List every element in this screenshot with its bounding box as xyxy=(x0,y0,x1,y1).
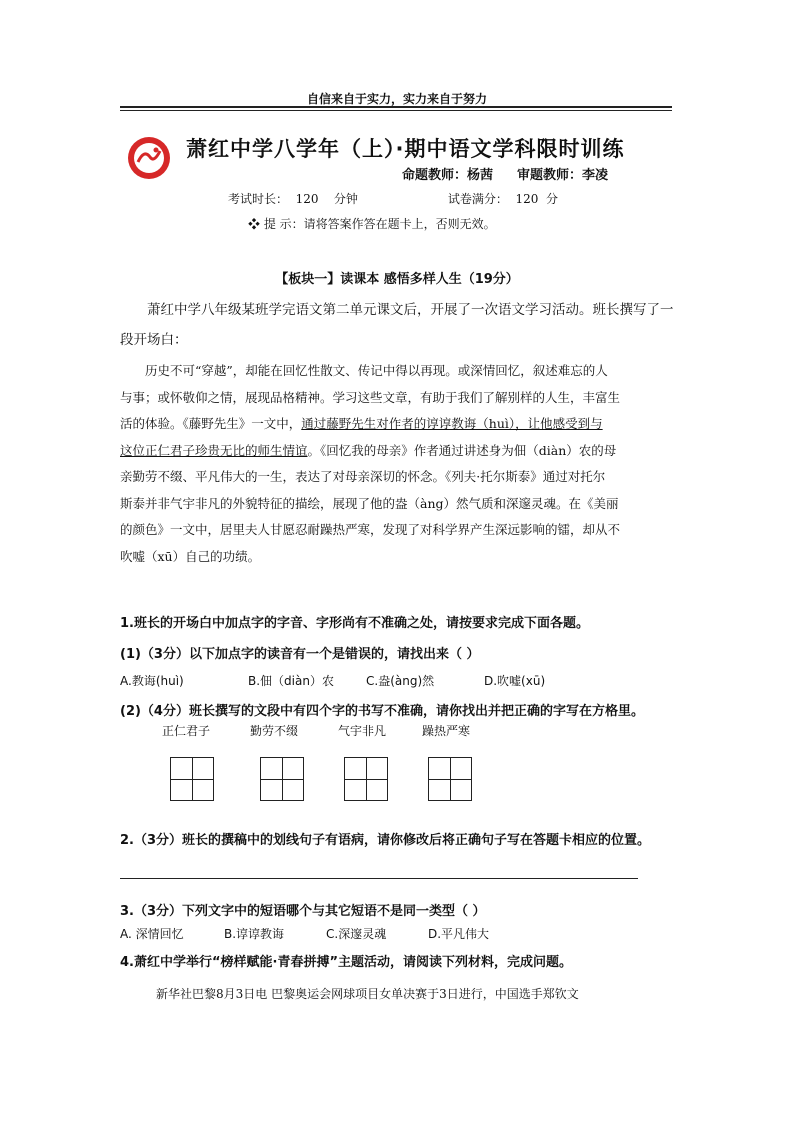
option-c: C.深邃灵魂 xyxy=(326,927,387,941)
answer-grid-box[interactable] xyxy=(428,757,472,801)
header-rule-thin xyxy=(120,110,672,111)
setter-teacher: 命题教师：杨茜 xyxy=(402,168,494,183)
score-label: 试卷满分： xyxy=(447,192,508,206)
teacher-info xyxy=(402,164,632,183)
passage-line xyxy=(120,411,620,438)
answer-grid-box[interactable] xyxy=(170,757,214,801)
option-c: C.盎(àng)然 xyxy=(366,674,435,688)
correction-word: 气宇非凡 xyxy=(338,724,387,738)
passage-line: 吹嘘（xū）自己的功绩。 xyxy=(120,548,261,564)
answer-hint: ❖ 提 示：请将答案作答在题卡上，否则无效。 xyxy=(248,217,496,231)
passage-line: 与事；或怀敬仰之情，展现品格精神。学习这些文章，有助于我们了解别样的人生，丰富生 xyxy=(120,389,621,405)
correction-word: 勤劳不缀 xyxy=(250,724,299,738)
passage-line: 亲勤劳不缀、平凡伟大的一生，表达了对母亲深切的怀念。《列夫·托尔斯泰》通过对托尔 xyxy=(120,469,606,484)
option-b: B.佃（diàn）农 xyxy=(248,674,334,688)
question-4-stem: 4.萧红中学举行“榜样赋能·青春拼搏”主题活动，请阅读下列材料，完成问题。 xyxy=(120,955,573,970)
question-3-options xyxy=(120,925,489,942)
intro-paragraph: 萧红中学八年级某班学完语文第二单元课文后，开展了一次语文学习活动。班长撰写了一段开场白： xyxy=(120,302,674,348)
answer-grid-box[interactable] xyxy=(344,757,388,801)
answer-line[interactable] xyxy=(120,878,638,879)
underlined-sentence-end: 这位正仁君子珍贵无比的师生情谊 xyxy=(120,442,308,458)
option-a: A. 深情回忆 xyxy=(120,927,184,941)
header-rule xyxy=(120,106,672,108)
question-1-stem: 1.班长的开场白中加点字的字音、字形尚有不准确之处，请按要求完成下面各题。 xyxy=(120,616,589,631)
correction-word: 躁热严寒 xyxy=(422,724,471,738)
underlined-sentence: 通过藤野先生对作者的谆谆教诲（huì），让他感受到与 xyxy=(301,416,603,431)
score-value: 120 xyxy=(515,192,539,206)
passage-text: 活的体验。《藤野先生》一文中， xyxy=(120,416,302,431)
passage-text: 。《回忆我的母亲》作者通过讲述身为佃（diàn）农的母 xyxy=(307,442,617,458)
passage-line: 的颜色》一文中，居里夫人甘愿忍耐躁热严寒，发现了对科学界产生深远影响的镭，却从不 xyxy=(120,522,621,537)
page-title: 萧红中学八学年（上）·期中语文学科限时训练 xyxy=(186,137,625,161)
passage-line: 斯泰并非气宇非凡的外貌特征的描绘，展现了他的盎（àng）然气质和深邃灵魂。在《美丽 xyxy=(120,495,619,511)
reviewer-teacher: 审题教师：李凌 xyxy=(517,168,609,183)
correction-word: 正仁君子 xyxy=(162,724,211,738)
option-d: D.吹嘘(xū) xyxy=(484,674,546,688)
answer-grid-box[interactable] xyxy=(260,757,304,801)
duration-unit: 分钟 xyxy=(333,192,358,206)
news-excerpt: 新华社巴黎8月3日电 巴黎奥运会网球项目女单决赛于3日进行，中国选手郑钦文 xyxy=(156,987,579,1001)
passage-line: 历史不可“穿越”，却能在回忆性散文、传记中得以再现。或深情回忆，叙述难忘的人 xyxy=(145,363,608,378)
section-title: 【板块一】读课本 感悟多样人生（19分） xyxy=(275,272,519,287)
question-1-part-1: (1)（3分）以下加点字的读音有一个是错误的，请找出来（ ） xyxy=(120,647,480,662)
duration-label: 考试时长： xyxy=(228,192,289,206)
option-d: D.平凡伟大 xyxy=(428,927,490,941)
school-logo xyxy=(126,135,172,181)
passage-line xyxy=(120,438,620,465)
exam-info xyxy=(228,190,558,207)
score-unit: 分 xyxy=(546,192,559,206)
question-2-stem: 2.（3分）班长的撰稿中的划线句子有语病，请你修改后将正确句子写在答题卡相应的位置。 xyxy=(120,833,651,848)
question-3-stem: 3.（3分）下列文字中的短语哪个与其它短语不是同一类型（ ） xyxy=(120,904,486,919)
duration-value: 120 xyxy=(295,192,319,206)
header-motto: 自信来自于实力，实力来自于努力 xyxy=(306,92,487,106)
passage xyxy=(120,358,620,570)
question-1-options xyxy=(120,672,545,689)
option-a: A.教诲(huì) xyxy=(120,674,184,688)
option-b: B.谆谆教诲 xyxy=(224,927,285,941)
question-1-part-2: (2)（4分）班长撰写的文段中有四个字的书写不准确，请你找出并把正确的字写在方格里。 xyxy=(120,704,644,719)
